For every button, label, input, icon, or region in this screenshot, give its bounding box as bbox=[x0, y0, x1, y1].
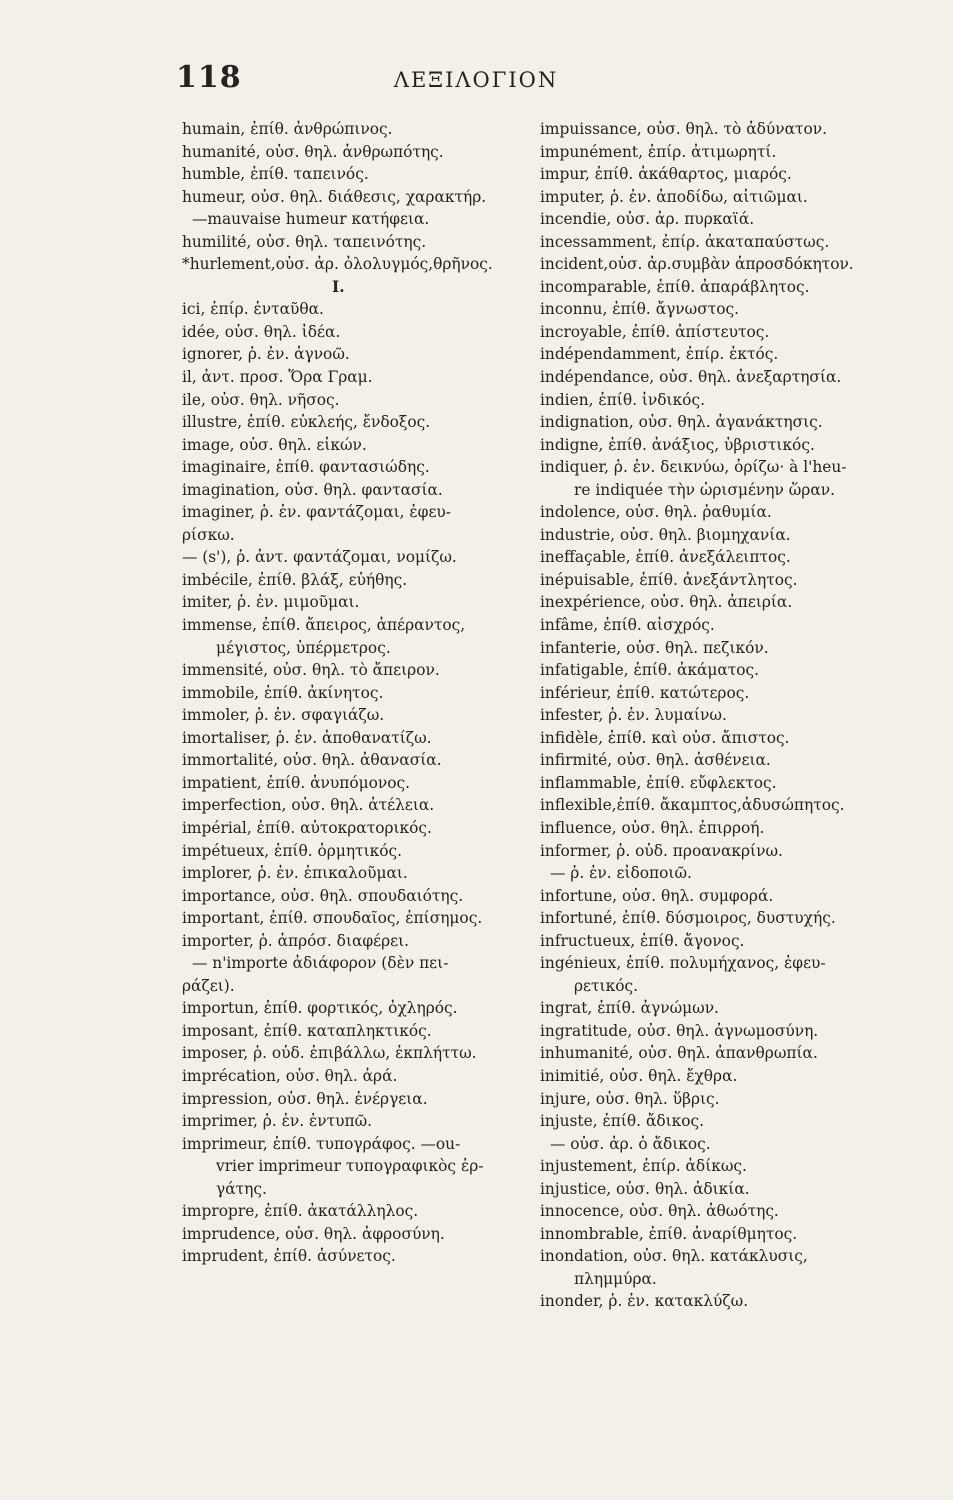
entry-line: ineffaçable, ἐπίθ. ἀνεξάλειπτος. bbox=[540, 548, 791, 567]
entry-line: humain, ἐπίθ. ἀνθρώπινος. bbox=[182, 120, 393, 138]
entry-line: —mauvaise humeur κατήφεια. bbox=[192, 210, 430, 229]
entry-line: ici, ἐπίρ. ἐνταῦθα. bbox=[182, 300, 324, 319]
running-title: ΛΕΞΙΛΟΓΙΟΝ bbox=[393, 68, 559, 92]
entry-line: inépuisable, ἐπίθ. ἀνεξάντλητος. bbox=[540, 570, 798, 589]
entry-line: μέγιστος, ὑπέρμετρος. bbox=[216, 638, 391, 657]
entry-line: impétueux, ἐπίθ. ὁρμητικός. bbox=[182, 841, 403, 860]
entry-line: indiquer, ῥ. ἐν. δεικνύω, ὁρίζω· à l'heu- bbox=[540, 458, 847, 477]
entry-line: indolence, οὐσ. θηλ. ῥαθυμία. bbox=[540, 503, 772, 522]
entry-line: — n'importe ἀδιάφορον (δὲν πει- bbox=[192, 954, 449, 973]
entry-line: impression, οὐσ. θηλ. ἐνέργεια. bbox=[182, 1089, 428, 1108]
entry-line: inférieur, ἐπίθ. κατώτερος. bbox=[540, 683, 750, 702]
entry-line: indépendance, οὐσ. θηλ. ἀνεξαρτησία. bbox=[540, 368, 842, 387]
entry-line: humeur, οὐσ. θηλ. διάθεσις, χαρακτήρ. bbox=[182, 187, 487, 206]
entry-line: imposer, ῥ. οὐδ. ἐπιβάλλω, ἐκπλήττω. bbox=[182, 1044, 477, 1063]
entry-line: immense, ἐπίθ. ἄπειρος, ἀπέραντος, bbox=[182, 616, 466, 635]
entry-line: immensité, οὐσ. θηλ. τὸ ἄπειρον. bbox=[182, 661, 440, 680]
entry-line: illustre, ἐπίθ. εὐκλεής, ἔνδοξος. bbox=[182, 413, 431, 432]
entry-line: informer, ῥ. οὐδ. προανακρίνω. bbox=[540, 841, 783, 860]
entry-line: re indiquée τὴν ὡρισμένην ὥραν. bbox=[574, 480, 836, 499]
left-column bbox=[182, 118, 522, 1268]
entry-line: importance, οὐσ. θηλ. σπουδαιότης. bbox=[182, 886, 464, 905]
entry-line: imortaliser, ῥ. ἐν. ἀποθανατίζω. bbox=[182, 728, 432, 747]
entry-line: inhumanité, οὐσ. θηλ. ἀπανθρωπία. bbox=[540, 1044, 818, 1063]
entry-line: ingénieux, ἐπίθ. πολυμήχανος, ἐφευ- bbox=[540, 954, 826, 973]
entry-line: infanterie, οὐσ. θηλ. πεζικόν. bbox=[540, 638, 769, 657]
entry-line: humanité, οὐσ. θηλ. ἀνθρωπότης. bbox=[182, 142, 444, 161]
entry-line: imputer, ῥ. ἐν. ἀποδίδω, αἰτιῶμαι. bbox=[540, 187, 808, 206]
entry-line: imperfection, οὐσ. θηλ. ἀτέλεια. bbox=[182, 796, 435, 815]
entry-line: — οὐσ. ἀρ. ὁ ἄδικος. bbox=[550, 1134, 711, 1153]
entry-line: innombrable, ἐπίθ. ἀναρίθμητος. bbox=[540, 1224, 798, 1243]
entry-line: ράζει). bbox=[182, 976, 235, 995]
entry-line: importer, ῥ. ἀπρόσ. διαφέρει. bbox=[182, 931, 410, 950]
entry-line: injure, οὐσ. θηλ. ὕβρις. bbox=[540, 1089, 720, 1108]
entry-line: ingrat, ἐπίθ. ἀγνώμων. bbox=[540, 999, 719, 1018]
entry-line: imiter, ῥ. ἐν. μιμοῦμαι. bbox=[182, 593, 360, 612]
entry-line: infidèle, ἐπίθ. καὶ οὐσ. ἄπιστος. bbox=[540, 728, 790, 747]
entry-line: ile, οὐσ. θηλ. νῆσος. bbox=[182, 390, 340, 409]
entry-line: indignation, οὐσ. θηλ. ἀγανάκτησις. bbox=[540, 413, 823, 432]
entry-line: ρετικός. bbox=[574, 976, 638, 995]
entry-line: imprimeur, ἐπίθ. τυπογράφος. —ou- bbox=[182, 1134, 461, 1153]
entry-line: ignorer, ῥ. ἐν. ἀγνοῶ. bbox=[182, 345, 350, 364]
entry-line: πλημμύρα. bbox=[574, 1269, 657, 1288]
entry-line: imprudence, οὐσ. θηλ. ἀφροσύνη. bbox=[182, 1224, 445, 1243]
entry-line: impérial, ἐπίθ. αὐτοκρατορικός. bbox=[182, 818, 432, 837]
entry-line: vrier imprimeur τυπογραφικὸς ἐρ- bbox=[216, 1157, 484, 1176]
entry-line: infortune, οὐσ. θηλ. συμφορά. bbox=[540, 886, 774, 905]
entry-line: imprimer, ῥ. ἐν. ἐντυπῶ. bbox=[182, 1112, 373, 1131]
entry-line: innocence, οὐσ. θηλ. ἀθωότης. bbox=[540, 1202, 779, 1221]
entry-line: important, ἐπίθ. σπουδαῖος, ἐπίσημος. bbox=[182, 909, 483, 928]
entry-line: ingratitude, οὐσ. θηλ. ἀγνωμοσύνη. bbox=[540, 1021, 819, 1040]
entry-line: impuissance, οὐσ. θηλ. τὸ ἀδύνατον. bbox=[540, 120, 828, 138]
entry-line: imbécile, ἐπίθ. βλάξ, εὐήθης. bbox=[182, 570, 408, 589]
entry-line: indien, ἐπίθ. ἰνδικός. bbox=[540, 390, 705, 409]
entry-line: imagination, οὐσ. θηλ. φαντασία. bbox=[182, 480, 443, 499]
entry-line: γάτης. bbox=[216, 1179, 267, 1198]
entry-line: influence, οὐσ. θηλ. ἐπιρροή. bbox=[540, 818, 765, 837]
section-heading: I. bbox=[332, 277, 345, 296]
entry-line: il, ἀντ. προσ. Ὅρα Γραμ. bbox=[182, 368, 373, 387]
entry-line: infâme, ἐπίθ. αἰσχρός. bbox=[540, 616, 715, 635]
entry-line: infirmité, οὐσ. θηλ. ἀσθένεια. bbox=[540, 751, 771, 770]
entry-line: inondation, οὐσ. θηλ. κατάκλυσις, bbox=[540, 1247, 808, 1266]
page-header bbox=[176, 60, 776, 104]
entry-line: incomparable, ἐπίθ. ἀπαράβλητος. bbox=[540, 277, 810, 296]
entry-line: impropre, ἐπίθ. ἀκατάλληλος. bbox=[182, 1202, 419, 1221]
page-number: 118 bbox=[176, 60, 242, 95]
entry-line: imaginer, ῥ. ἐν. φαντάζομαι, ἐφευ- bbox=[182, 503, 451, 522]
entry-line: importun, ἐπίθ. φορτικός, ὀχληρός. bbox=[182, 999, 458, 1018]
entry-line: imaginaire, ἐπίθ. φαντασιώδης. bbox=[182, 458, 430, 477]
entry-line: — ῥ. ἐν. εἰδοποιῶ. bbox=[550, 864, 692, 883]
entry-line: injuste, ἐπίθ. ἄδικος. bbox=[540, 1112, 705, 1131]
entry-line: infester, ῥ. ἐν. λυμαίνω. bbox=[540, 706, 727, 725]
entry-line: humilité, οὐσ. θηλ. ταπεινότης. bbox=[182, 232, 427, 251]
entry-line: incessamment, ἐπίρ. ἀκαταπαύστως. bbox=[540, 232, 830, 251]
entry-line: imprécation, οὐσ. θηλ. ἀρά. bbox=[182, 1066, 398, 1085]
entry-line: infatigable, ἐπίθ. ἀκάματος. bbox=[540, 661, 760, 680]
entry-line: injustice, οὐσ. θηλ. ἀδικία. bbox=[540, 1179, 750, 1198]
entry-line: industrie, οὐσ. θηλ. βιομηχανία. bbox=[540, 525, 791, 544]
entry-line: immoler, ῥ. ἐν. σφαγιάζω. bbox=[182, 706, 385, 725]
entry-line: infructueux, ἐπίθ. ἄγονος. bbox=[540, 931, 745, 950]
entry-line: impunément, ἐπίρ. ἀτιμωρητί. bbox=[540, 142, 777, 161]
entry-line: impur, ἐπίθ. ἀκάθαρτος, μιαρός. bbox=[540, 165, 792, 184]
entry-line: imprudent, ἐπίθ. ἀσύνετος. bbox=[182, 1247, 396, 1266]
entry-line: idée, οὐσ. θηλ. ἰδέα. bbox=[182, 322, 341, 341]
entry-line: inimitié, οὐσ. θηλ. ἔχθρα. bbox=[540, 1066, 738, 1085]
entry-line: — (s'), ῥ. ἀντ. φαντάζομαι, νομίζω. bbox=[182, 548, 457, 567]
entry-line: injustement, ἐπίρ. ἀδίκως. bbox=[540, 1157, 747, 1176]
entry-line: infortuné, ἐπίθ. δύσμοιρος, δυστυχής. bbox=[540, 909, 836, 928]
right-column bbox=[540, 118, 910, 1313]
entry-line: immortalité, οὐσ. θηλ. ἀθανασία. bbox=[182, 751, 442, 770]
entry-line: humble, ἐπίθ. ταπεινός. bbox=[182, 165, 369, 184]
entry-line: impatient, ἐπίθ. ἀνυπόμονος. bbox=[182, 773, 410, 792]
entry-line: immobile, ἐπίθ. ἀκίνητος. bbox=[182, 683, 384, 702]
entry-line: indigne, ἐπίθ. ἀνάξιος, ὑβριστικός. bbox=[540, 435, 815, 454]
entry-line: ρίσκω. bbox=[182, 525, 235, 544]
entry-line: inconnu, ἐπίθ. ἄγνωστος. bbox=[540, 300, 739, 319]
entry-line: inflexible,ἐπίθ. ἄκαμπτος,ἀδυσώπητος. bbox=[540, 796, 845, 815]
entry-line: indépendamment, ἐπίρ. ἐκτός. bbox=[540, 345, 779, 364]
entry-line: implorer, ῥ. ἐν. ἐπικαλοῦμαι. bbox=[182, 864, 408, 883]
entry-line: inflammable, ἐπίθ. εὔφλεκτος. bbox=[540, 773, 777, 792]
entry-line: incendie, οὐσ. ἀρ. πυρκαϊά. bbox=[540, 210, 755, 229]
entry-line: imposant, ἐπίθ. καταπληκτικός. bbox=[182, 1021, 432, 1040]
entry-line: incident,οὐσ. ἀρ.συμβὰν ἀπροσδόκητον. bbox=[540, 255, 854, 274]
entry-line: inexpérience, οὐσ. θηλ. ἀπειρία. bbox=[540, 593, 793, 612]
entry-line: image, οὐσ. θηλ. εἰκών. bbox=[182, 435, 367, 454]
entry-line: inonder, ῥ. ἐν. κατακλύζω. bbox=[540, 1292, 749, 1311]
entry-line: *hurlement,οὐσ. ἀρ. ὀλολυγμός,θρῆνος. bbox=[182, 255, 493, 274]
entry-line: incroyable, ἐπίθ. ἀπίστευτος. bbox=[540, 322, 770, 341]
